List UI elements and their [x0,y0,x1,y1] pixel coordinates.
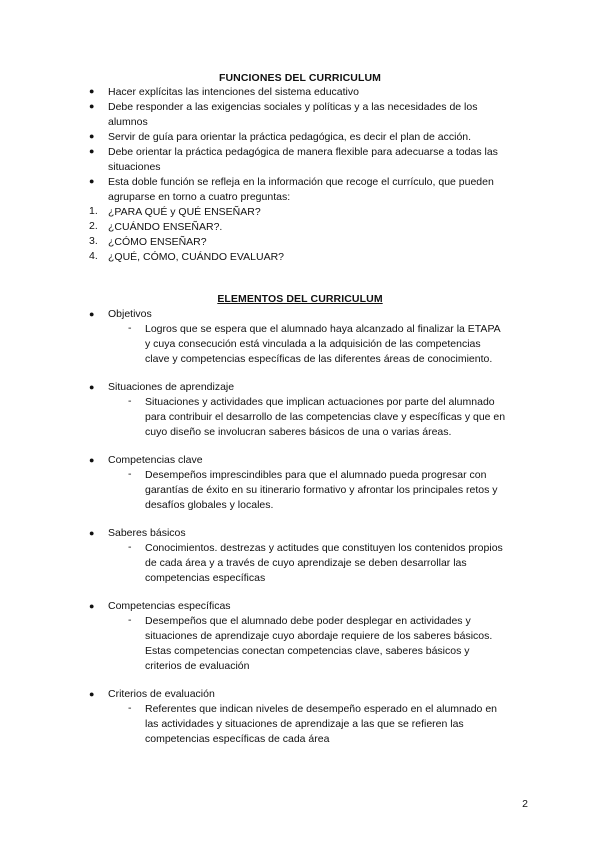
bullet-text: Servir de guía para orientar la práctica pedagógica, es decir el plan de acción. [108,131,472,143]
element-desc: cuyo diseño se involucran saberes básicos de una o varias áreas. [145,426,452,438]
element-desc: Estas competencias conectan competencias clave, saberes básicos y [145,645,470,657]
bullet-icon: ● [89,689,95,699]
bullet-icon: ● [89,309,95,319]
bullet-text: Debe responder a las exigencias sociales y políticas y a las necesidades de los [108,101,478,113]
element-desc: desafíos globales y locales. [145,499,274,511]
dash-icon: - [128,322,132,334]
bullet-icon: ● [89,101,95,111]
bullet-text: Hacer explícitas las intenciones del sistema educativo [108,86,359,98]
element-label: Competencias específicas [108,600,231,612]
element-label: Criterios de evaluación [108,688,215,700]
question-item: ¿CUÁNDO ENSEÑAR?. [108,221,223,233]
element-desc: Desempeños imprescindibles para que el alumnado pueda progresar con [145,469,487,481]
bullet-text-continued: agruparse en torno a cuatro preguntas: [108,191,291,203]
element-desc: las actividades y situaciones de aprendizaje a las que se refieren las [145,718,464,730]
element-desc: para contribuir el desarrollo de las competencias clave y específicas y que en [145,411,506,423]
element-desc: Situaciones y actividades que implican actuaciones por parte del alumnado [145,396,495,408]
list-number: 3. [89,235,98,247]
element-desc: de cada área y a través de cuyo aprendizaje se deben desarrollar las [145,557,467,569]
element-desc: Referentes que indican niveles de desempeño esperado en el alumnado en [145,703,497,715]
section-title-elementos: ELEMENTOS DEL CURRICULUM [217,293,383,305]
dash-icon: - [128,395,132,407]
dash-icon: - [128,702,132,714]
element-desc: competencias específicas [145,572,266,584]
element-desc: competencias específicas de cada área [145,733,330,745]
element-label: Competencias clave [108,454,203,466]
element-desc: Conocimientos. destrezas y actitudes que constituyen los contenidos propios [145,542,503,554]
list-number: 4. [89,250,98,262]
list-number: 1. [89,205,98,217]
page-number: 2 [522,798,528,810]
element-desc: Logros que se espera que el alumnado haya alcanzado al finalizar la ETAPA [145,323,501,335]
bullet-text-continued: alumnos [108,116,148,128]
bullet-icon: ● [89,131,95,141]
question-item: ¿PARA QUÉ y QUÉ ENSEÑAR? [108,206,261,218]
element-desc: garantías de éxito en su itinerario formativo y afrontar los principales retos y [145,484,498,496]
bullet-text: Esta doble función se refleja en la información que recoge el currículo, que pueden [108,176,494,188]
element-desc: criterios de evaluación [145,660,250,672]
dash-icon: - [128,614,132,626]
dash-icon: - [128,541,132,553]
bullet-text: Debe orientar la práctica pedagógica de manera flexible para adecuarse a todas las [108,146,498,158]
dash-icon: - [128,468,132,480]
bullet-icon: ● [89,601,95,611]
element-desc: Desempeños que el alumnado debe poder desplegar en actividades y [145,615,471,627]
question-item: ¿CÓMO ENSEÑAR? [108,236,207,248]
question-item: ¿QUÉ, CÓMO, CUÁNDO EVALUAR? [108,251,284,263]
list-number: 2. [89,220,98,232]
element-desc: situaciones de aprendizaje cuyo abordaje requiere de los saberes básicos. [145,630,493,642]
element-label: Situaciones de aprendizaje [108,381,235,393]
bullet-icon: ● [89,146,95,156]
bullet-icon: ● [89,455,95,465]
bullet-icon: ● [89,528,95,538]
bullet-text-continued: situaciones [108,161,161,173]
bullet-icon: ● [89,86,95,96]
bullet-icon: ● [89,176,95,186]
element-label: Saberes básicos [108,527,186,539]
element-label: Objetivos [108,308,152,320]
bullet-icon: ● [89,382,95,392]
element-desc: y cuya consecución está vinculada a la adquisición de las competencias [145,338,481,350]
element-desc: clave y competencias específicas de las diferentes áreas de conocimiento. [145,353,493,365]
section-title-funciones: FUNCIONES DEL CURRICULUM [218,72,382,84]
